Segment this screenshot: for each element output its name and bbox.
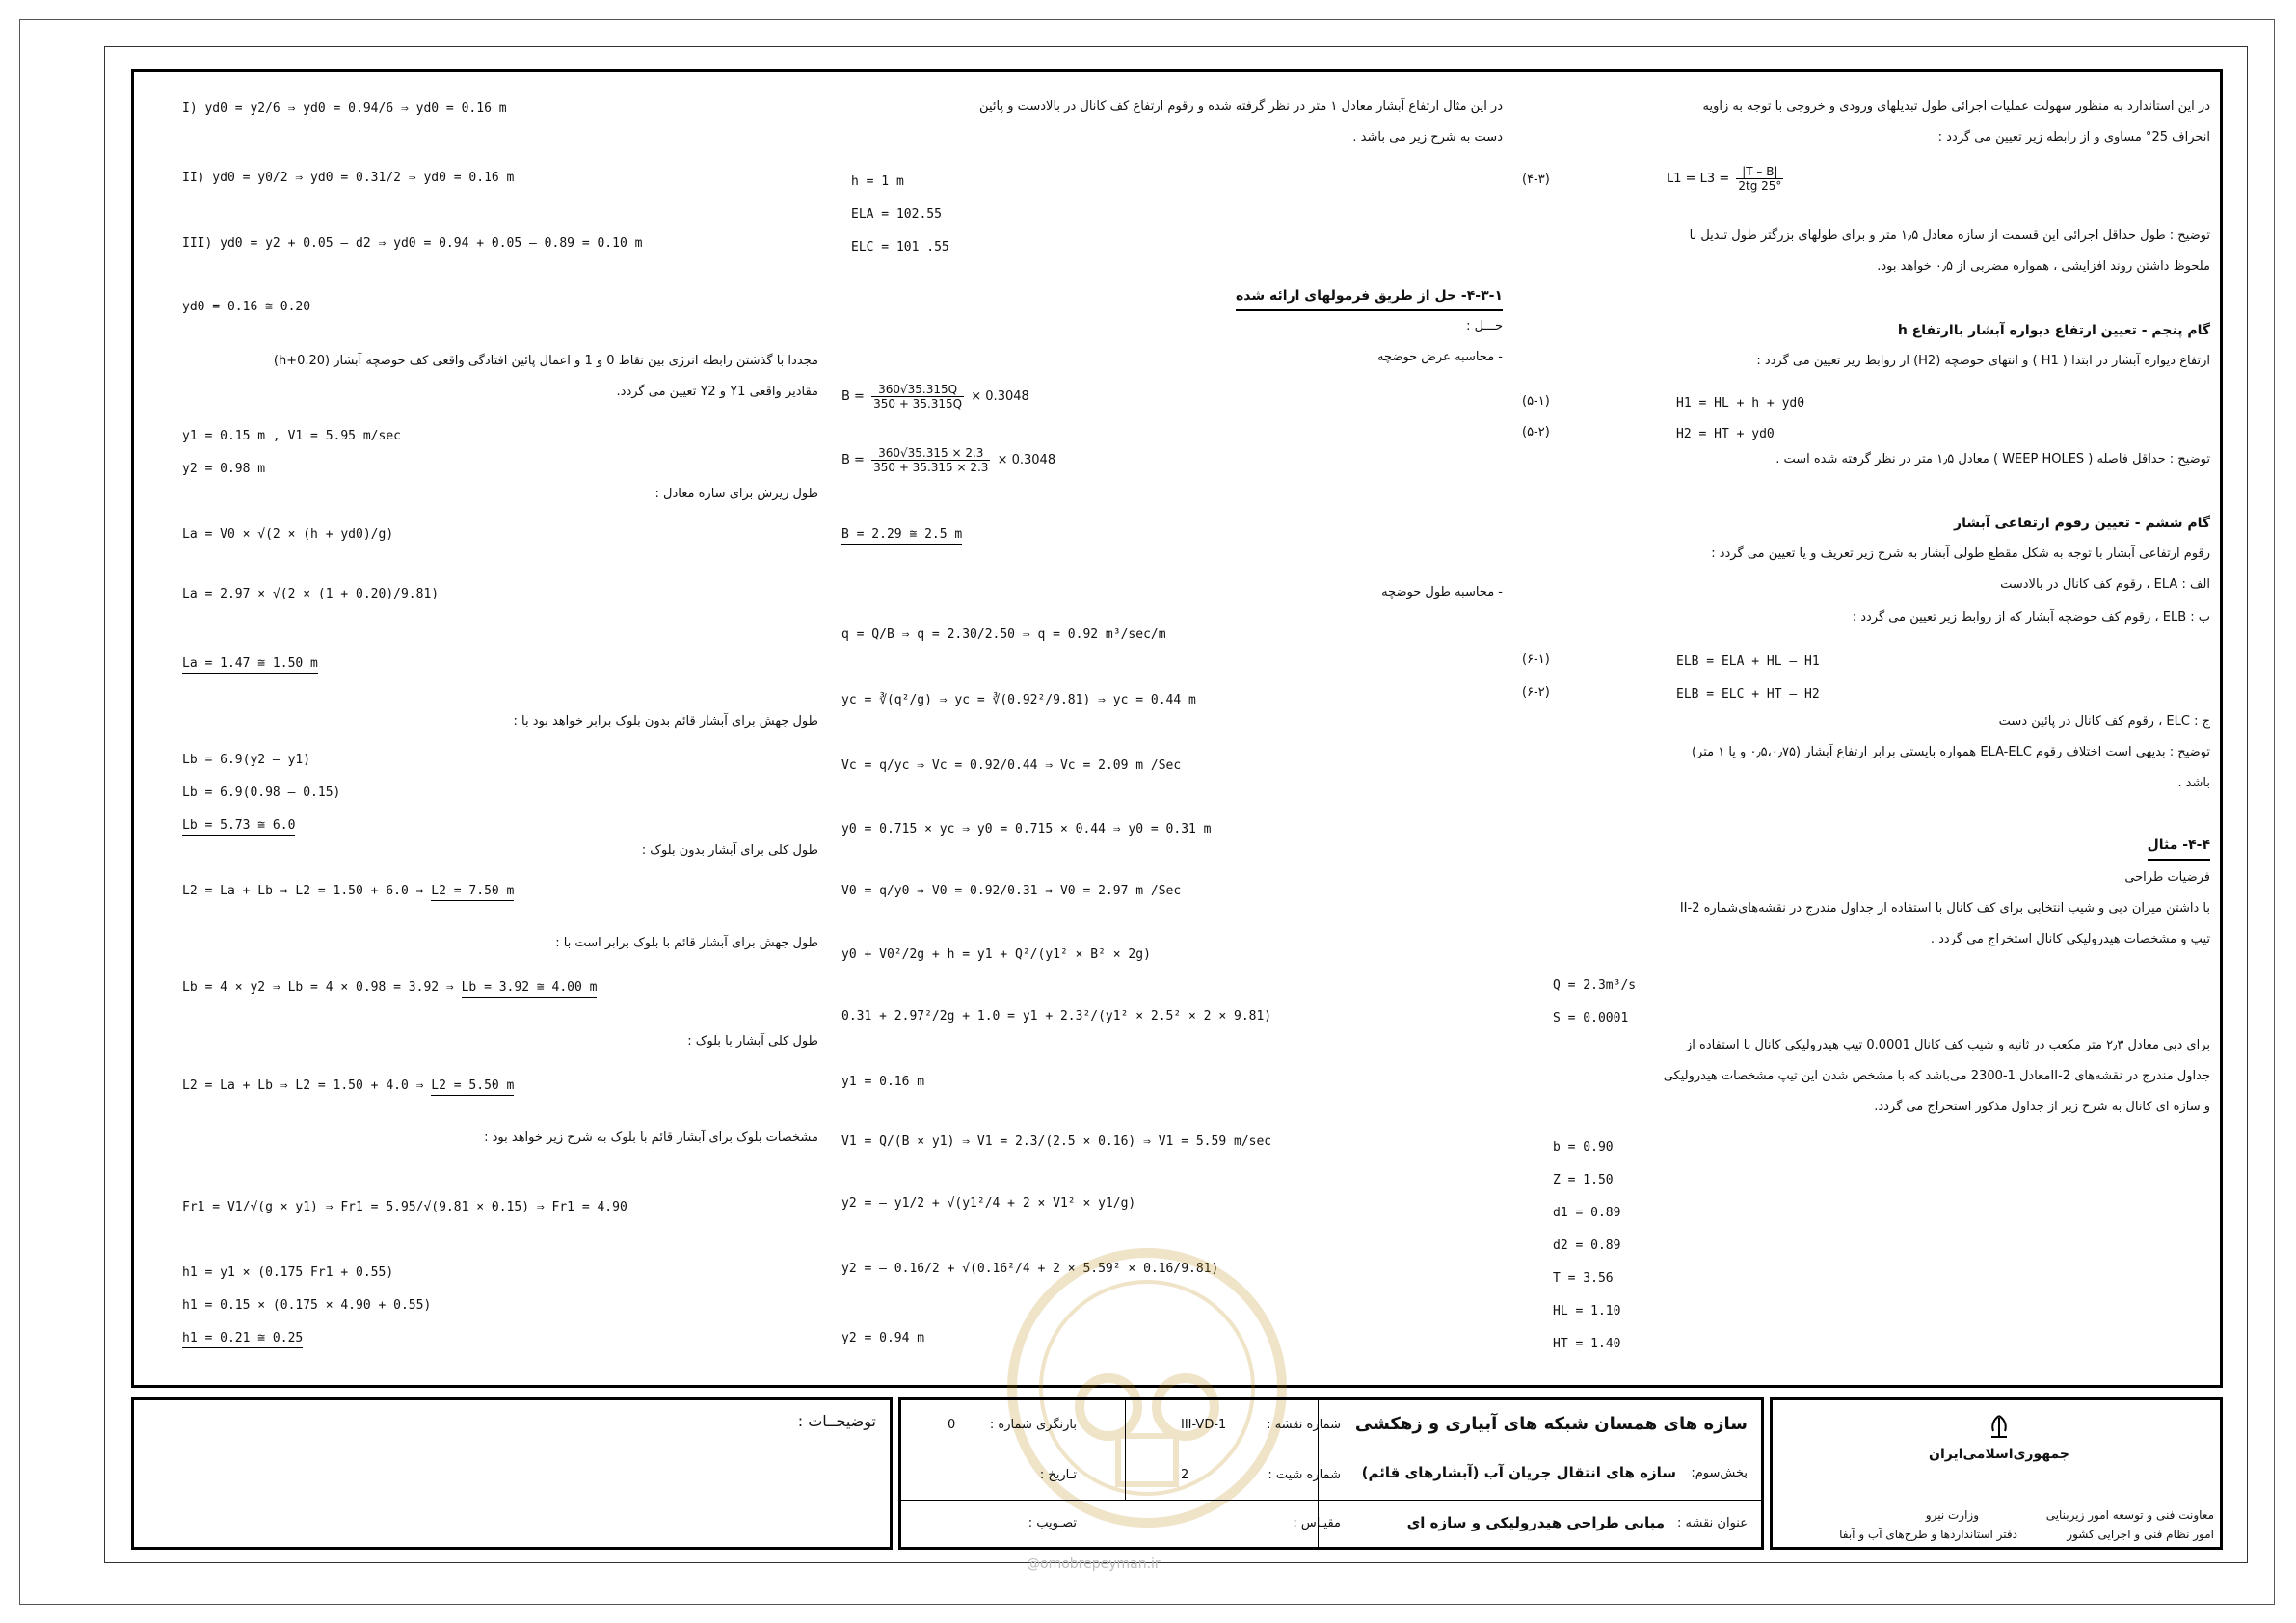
- notes-label: توضیحــات :: [797, 1412, 876, 1430]
- drawing-content: [131, 69, 2223, 1388]
- drawing-title-label: عنوان نقشه :: [1677, 1516, 1748, 1530]
- org1-line2: امور نظام فنی و اجرایی کشور: [2067, 1528, 2214, 1541]
- lb-eq2: Lb = 6.9(0.98 – 0.15): [182, 785, 341, 800]
- example-title: ۴-۴- مثال: [2148, 836, 2210, 861]
- block-title: مشخصات بلوک برای آبشار قائم با بلوک به شرح زیر خواهد بود :: [484, 1131, 818, 1145]
- param-z: Z = 1.50: [1553, 1173, 1614, 1187]
- title-row-1: [901, 1400, 1761, 1450]
- r-note2: توضیح : حداقل فاصله ( WEEP HOLES ) معادل ۱٫۵ متر در نظر گرفته شده است .: [1775, 452, 2210, 466]
- assumptions: فرضیات طراحی: [2124, 870, 2210, 885]
- m-p1a: در این مثال ارتفاع آبشار معادل ۱ متر در نظر گرفته شده و رقوم ارتفاع کف کانال در بالادست و پائین: [979, 99, 1503, 114]
- title-row-3: [901, 1501, 1761, 1547]
- yd0-result: yd0 = 0.16 ≅ 0.20: [182, 300, 311, 314]
- main-title: سازه های همسان شبکه های آبیاری و زهکشی: [1354, 1414, 1748, 1434]
- lb-eq1: Lb = 6.9(y2 – y1): [182, 753, 311, 767]
- drawing-no-label: شماره نقشه :: [1267, 1418, 1341, 1432]
- eq-h2-number: (۵-۲): [1522, 425, 1550, 439]
- divider: [1318, 1501, 1319, 1547]
- eq-q: Q = 2.3m³/s: [1553, 978, 1637, 993]
- r-p1a: در این استاندارد به منظور سهولت عملیات اجرائی طول تبدیلهای ورودی و خروجی با توجه به زاویه: [1702, 99, 2210, 114]
- step5-text: ارتفاع دیواره آبشار در ابتدا ( H1 ) و انتهای حوضچه (H2) از روابط زیر تعیین می گردد :: [1756, 354, 2210, 368]
- section-label: بخش‌سوم:: [1691, 1466, 1748, 1480]
- l2b-eq: L2 = La + Lb ⇒ L2 = 1.50 + 4.0 ⇒ L2 = 5.50 m: [182, 1078, 514, 1093]
- title-block: [898, 1397, 1764, 1550]
- lb-result: Lb = 5.73 ≅ 6.0: [182, 818, 295, 836]
- ex-p2c: و سازه ای کانال به شرح زیر از جداول مذکور استخراج می گردد.: [1874, 1100, 2210, 1114]
- param-d1: d1 = 0.89: [1553, 1206, 1621, 1220]
- l-p1a: مجددا با گذشتن رابطه انرژی بین نقاط 0 و 1 و اعمال پائین افتادگی واقعی کف حوضچه آبشار (h+0.20): [273, 354, 818, 368]
- width-calc-label: - محاسبه عرض حوضچه: [1377, 350, 1503, 364]
- la-result: La = 1.47 ≅ 1.50 m: [182, 656, 318, 674]
- drawing-no: III-VD-1: [1181, 1418, 1227, 1432]
- org2-line2: دفتر استانداردها و طرح‌های آب و آبفا: [1839, 1528, 2017, 1541]
- y2-eq1: y2 = – y1/2 + √(y1²/4 + 2 × V1² × y1/g): [841, 1196, 1136, 1211]
- lb-title: طول جهش برای آبشار قائم بدون بلوک برابر خواهد بود با :: [513, 714, 818, 729]
- lbb-eq: Lb = 4 × y2 ⇒ Lb = 4 × 0.98 = 3.92 ⇒ Lb = 3.92 ≅ 4.00 m: [182, 980, 597, 995]
- org1-line1: معاونت فنی و توسعه امور زیربنایی: [2045, 1508, 2214, 1522]
- sheet-label: شماره شیت :: [1268, 1468, 1341, 1482]
- b-result: B = 2.29 ≅ 2.5 m: [841, 527, 962, 545]
- bernoulli-2: 0.31 + 2.97²/2g + 1.0 = y1 + 2.3²/(y1² × 2.5² × 2 × 9.81): [841, 1009, 1272, 1024]
- step6-title: گام ششم - تعیین رقوم ارتفاعی آبشار: [1954, 516, 2210, 531]
- la-title: طول ریزش برای سازه معادل :: [654, 487, 818, 501]
- item-jim: ج : ELC ، رقوم کف کانال در پائین دست: [1998, 714, 2210, 729]
- divider: [1318, 1450, 1319, 1500]
- param-ht: HT = 1.40: [1553, 1337, 1621, 1351]
- param-t: T = 3.56: [1553, 1271, 1614, 1286]
- param-d2: d2 = 0.89: [1553, 1238, 1621, 1253]
- param-hl: HL = 1.10: [1553, 1304, 1621, 1318]
- q-eq: q = Q/B ⇒ q = 2.30/2.50 ⇒ q = 0.92 m³/sec/m: [841, 627, 1166, 642]
- yd0-eq2: II) yd0 = y0/2 ⇒ yd0 = 0.31/2 ⇒ yd0 = 0.16 m: [182, 171, 515, 185]
- revision-no: 0: [948, 1418, 956, 1432]
- middle-column: [828, 72, 1522, 1385]
- la-eq1: La = V0 × √(2 × (h + yd0)/g): [182, 527, 394, 542]
- date-label: تـاریخ :: [1039, 1468, 1077, 1482]
- l-p1b: مقادیر واقعی Y1 و Y2 تعیین می گردد.: [616, 385, 818, 399]
- ex-p2a: برای دبی معادل ۲٫۳ متر مکعب در ثانیه و شیب کف کانال 0.0001 تیپ هیدرولیکی کانال با استفاده از: [1686, 1038, 2210, 1052]
- eq-h2: H2 = HT + yd0: [1676, 427, 1775, 441]
- v0-eq: V0 = q/y0 ⇒ V0 = 0.92/0.31 ⇒ V0 = 2.97 m /Sec: [841, 884, 1182, 898]
- organization-box: [1770, 1397, 2223, 1550]
- vc-eq: Vc = q/yc ⇒ Vc = 0.92/0.44 ⇒ Vc = 2.09 m /Sec: [841, 758, 1182, 773]
- y0-eq: y0 = 0.715 × yc ⇒ y0 = 0.715 × 0.44 ⇒ y0 = 0.31 m: [841, 822, 1212, 837]
- v1-eq: V1 = Q/(B × y1) ⇒ V1 = 2.3/(2.5 × 0.16) ⇒ V1 = 5.59 m/sec: [841, 1134, 1272, 1149]
- eq-h1: H1 = HL + h + yd0: [1676, 396, 1805, 411]
- scale-label: مقیـاس :: [1293, 1516, 1341, 1530]
- item-alef: الف : ELA ، رقوم کف کانال در بالادست: [2000, 577, 2210, 592]
- country-name: جمهوری‌اسلامی‌ایران: [1929, 1447, 2069, 1462]
- froude-eq: Fr1 = V1/√(g × y1) ⇒ Fr1 = 5.95/√(9.81 × 0.15) ⇒ Fr1 = 4.90: [182, 1200, 627, 1214]
- step5-title: گام پنجم - تعیین ارتفاع دیواره آبشار باارتفاع h: [1897, 323, 2210, 338]
- yd0-eq3: III) yd0 = y2 + 0.05 – d2 ⇒ yd0 = 0.94 + 0.05 – 0.89 = 0.10 m: [182, 236, 643, 251]
- divider: [1125, 1450, 1126, 1500]
- eq-elb2-number: (۶-۲): [1522, 685, 1550, 700]
- solution-label: حـــل :: [1466, 319, 1503, 333]
- eq-elb1: ELB = ELA + HL – H1: [1676, 654, 1820, 669]
- eq-elb2: ELB = ELC + HT – H2: [1676, 687, 1820, 702]
- y2-eq2: y2 = – 0.16/2 + √(0.16²/4 + 2 × 5.59² × 0.16/9.81): [841, 1262, 1219, 1276]
- iran-emblem-icon: [1984, 1412, 2015, 1443]
- org2-line1: وزارت نیرو: [1925, 1508, 1979, 1522]
- h1-eq2: h1 = 0.15 × (0.175 × 4.90 + 0.55): [182, 1298, 432, 1313]
- len-calc-label: - محاسبه طول حوضچه: [1381, 585, 1503, 599]
- ex-p1b: تیپ و مشخصات هیدرولیکی کانال استخراج می گردد .: [1930, 932, 2210, 946]
- m-ela: ELA = 102.55: [851, 207, 942, 222]
- sheet-no: 2: [1181, 1468, 1189, 1482]
- l2a-title: طول کلی برای آبشار بدون بلوک :: [641, 843, 818, 858]
- r-note3b: باشد .: [2177, 776, 2210, 790]
- eq-h1-number: (۵-۱): [1522, 394, 1550, 409]
- lbb-title: طول جهش برای آبشار قائم با بلوک برابر است با :: [555, 936, 818, 950]
- r-note1a: توضیح : طول حداقل اجرائی این قسمت از سازه معادل ۱٫۵ متر و برای طولهای بزرگتر طول تبدیل با: [1689, 228, 2210, 243]
- section-title: ۴-۳-۱- حل از طریق فرمولهای ارائه شده: [1236, 286, 1503, 311]
- r-note3a: توضیح : بدیهی است اختلاف رقوم ELA-ELC همواره بایستی برابر ارتفاع آبشار (۰٫۵،۰٫۷۵ و یا ۱ متر): [1691, 745, 2210, 759]
- b-eq2: B = $\frac{360√35.315 \times 2.3}{350 + 35.315 \times 2.3}$ × 0.3048: [841, 446, 1056, 474]
- title-row-2: [901, 1450, 1761, 1501]
- divider: [1318, 1400, 1319, 1450]
- yd0-eq1: I) yd0 = y2/6 ⇒ yd0 = 0.94/6 ⇒ yd0 = 0.16 m: [182, 101, 507, 116]
- section-name: سازه های انتقال جریان آب (آبشارهای قائم): [1361, 1464, 1676, 1481]
- step6-text: رقوم ارتفاعی آبشار با توجه به شکل مقطع طولی آبشار به شرح زیر تعریف و یا تعیین می گردد :: [1711, 546, 2210, 561]
- m-p1b: دست به شرح زیر می باشد .: [1352, 130, 1503, 145]
- la-eq2: La = 2.97 × √(2 × (1 + 0.20)/9.81): [182, 587, 440, 601]
- ex-p1a: با داشتن میزان دبی و شیب انتخابی برای کف کانال با استفاده از جداول مندرج در نقشه‌های‌شماره II-2: [1679, 901, 2210, 916]
- divider: [1125, 1400, 1126, 1450]
- eq-s: S = 0.0001: [1553, 1011, 1629, 1025]
- left-column: [134, 72, 828, 1385]
- approval-label: تصـویب :: [1028, 1516, 1077, 1530]
- yc-eq: yc = ∛(q²/g) ⇒ yc = ∛(0.92²/9.81) ⇒ yc = 0.44 m: [841, 693, 1196, 707]
- m-h: h = 1 m: [851, 174, 904, 189]
- h1-eq1: h1 = y1 × (0.175 Fr1 + 0.55): [182, 1265, 394, 1280]
- param-b: b = 0.90: [1553, 1140, 1614, 1155]
- notes-box: [131, 1397, 893, 1550]
- m-elc: ELC = 101 .55: [851, 240, 949, 254]
- m-y1: y1 = 0.16 m: [841, 1075, 925, 1089]
- l2b-title: طول کلی آبشار با بلوک :: [687, 1034, 818, 1049]
- r-p1b: انحراف 25° مساوی و از رابطه زیر تعیین می گردد :: [1937, 130, 2210, 145]
- watermark-site: @omobrepeyman.ir: [1027, 1556, 1161, 1572]
- r-note1b: ملحوظ داشتن روند افزایشی ، همواره مضربی از ۰٫۵ خواهد بود.: [1877, 259, 2210, 274]
- drawing-title: مبانی طراحی هیدرولیکی و سازه ای: [1406, 1514, 1665, 1531]
- item-be: ب : ELB ، رقوم کف حوضچه آبشار که از روابط زیر تعیین می گردد :: [1852, 610, 2210, 625]
- l-y1v1: y1 = 0.15 m , V1 = 5.95 m/sec: [182, 429, 401, 443]
- h1-result: h1 = 0.21 ≅ 0.25: [182, 1331, 303, 1348]
- l2a-eq: L2 = La + Lb ⇒ L2 = 1.50 + 6.0 ⇒ L2 = 7.50 m: [182, 884, 514, 898]
- l-y2: y2 = 0.98 m: [182, 462, 266, 476]
- ex-p2b: جداول مندرج در نقشه‌های II-2معادل 1-2300 می‌باشد که با مشخص شدن این تیپ مشخصات هیدرولیکی: [1663, 1069, 2210, 1083]
- revision-label: بازنگری شماره :: [989, 1418, 1077, 1432]
- eq-l1-number: (۴-۳): [1522, 173, 1550, 187]
- b-eq1: B = $\frac{360√35.315Q}{350 + 35.315Q}$ × 0.3048: [841, 383, 1029, 411]
- eq-elb1-number: (۶-۱): [1522, 652, 1550, 667]
- eq-l1: L1 = L3 = $\frac{|T - B|}{2tg 25^\circ}$: [1667, 165, 1782, 193]
- right-column: [1522, 72, 2224, 1385]
- m-y2: y2 = 0.94 m: [841, 1331, 925, 1345]
- bernoulli-1: y0 + V0²/2g + h = y1 + Q²/(y1² × B² × 2g): [841, 947, 1151, 962]
